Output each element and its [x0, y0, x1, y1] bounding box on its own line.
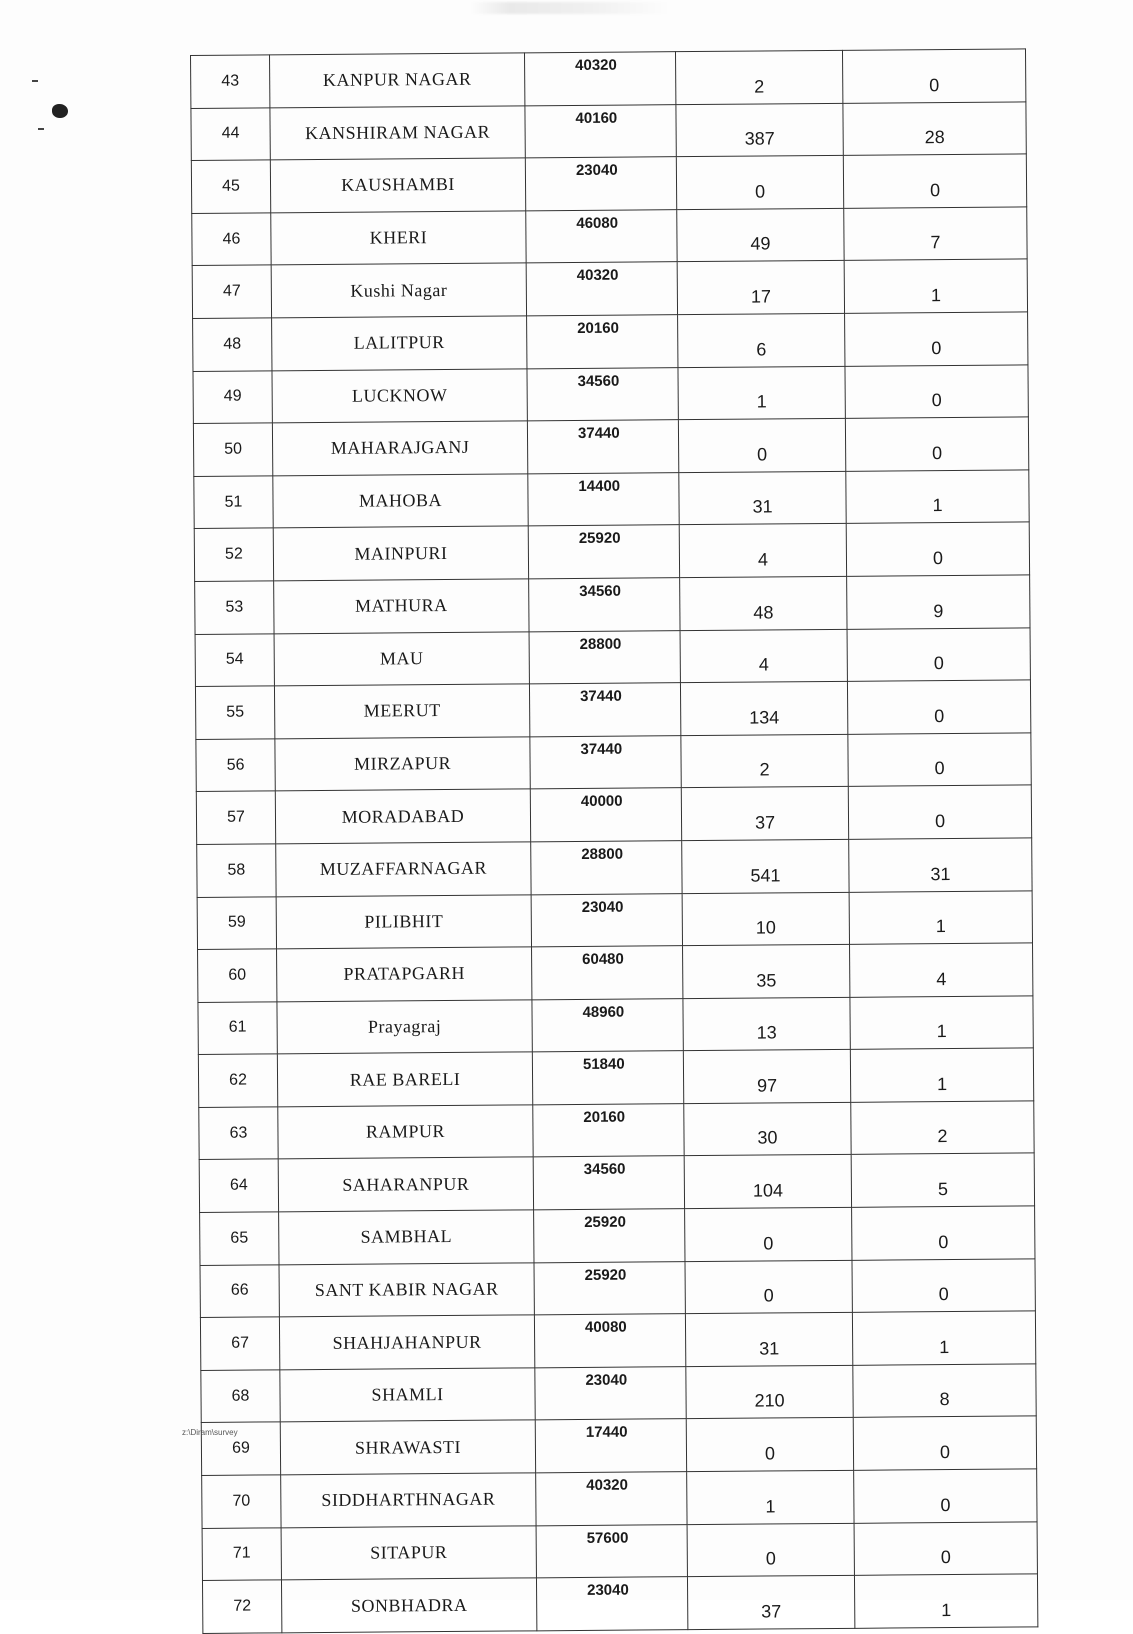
- count-cell-3: [527, 315, 678, 369]
- count-cell-3: [536, 1524, 687, 1578]
- count-cell-3-value: 40160: [575, 109, 618, 127]
- serial-number-cell: 50: [193, 423, 272, 476]
- count-cell-5: 0: [847, 627, 1030, 681]
- count-cell-5: 0: [852, 1259, 1035, 1313]
- count-cell-5: 1: [850, 996, 1033, 1050]
- count-cell-4: 541: [682, 839, 849, 893]
- count-cell-3: [536, 1577, 687, 1631]
- count-cell-3-value: 40000: [580, 792, 623, 811]
- district-name-cell: SHAHJAHANPUR: [279, 1315, 534, 1370]
- count-cell-4: 0: [685, 1207, 852, 1261]
- serial-number-cell: 49: [193, 370, 272, 423]
- count-cell-3-value: 57600: [586, 1529, 629, 1547]
- count-cell-5: 1: [849, 890, 1032, 944]
- count-cell-3-value: 23040: [575, 161, 618, 180]
- count-cell-4: 30: [684, 1102, 851, 1156]
- count-cell-4: 48: [680, 576, 847, 630]
- serial-number-cell: 58: [197, 844, 276, 897]
- count-cell-3-value: 23040: [587, 1581, 629, 1600]
- table-row: [193, 312, 1028, 371]
- table-row: [198, 943, 1033, 1002]
- serial-number-cell: 61: [198, 1002, 277, 1055]
- district-name-cell: MIRZAPUR: [275, 737, 530, 792]
- district-name-cell: MEERUT: [274, 684, 529, 739]
- count-cell-5: 9: [847, 575, 1030, 629]
- serial-number-cell: 53: [195, 581, 274, 634]
- serial-number-cell: 72: [202, 1580, 281, 1633]
- scan-artifact: [470, 2, 670, 14]
- scan-speck: [38, 128, 44, 130]
- table-row: [196, 733, 1031, 792]
- count-cell-3: [525, 104, 676, 158]
- count-cell-3: [529, 630, 680, 684]
- count-cell-3-value: 37440: [579, 687, 622, 706]
- count-cell-4: 0: [685, 1260, 852, 1314]
- count-cell-3-value: 25920: [584, 1266, 627, 1284]
- count-cell-3: [527, 367, 678, 421]
- count-cell-5: 5: [851, 1153, 1034, 1207]
- footer-file-path: z:\Diram\survey: [182, 1428, 238, 1437]
- count-cell-3: [529, 683, 680, 737]
- district-name-cell: PILIBHIT: [276, 894, 531, 949]
- table-row: [195, 680, 1030, 739]
- serial-number-cell: 47: [192, 265, 271, 318]
- count-cell-5: 0: [845, 312, 1028, 366]
- count-cell-4: 1: [678, 366, 845, 420]
- count-cell-3: [525, 157, 676, 211]
- table-row: [196, 785, 1031, 844]
- district-name-cell: SIDDHARTHNAGAR: [281, 1473, 536, 1528]
- district-name-cell: SHAMLI: [280, 1368, 535, 1423]
- count-cell-3: [534, 1209, 685, 1263]
- count-cell-5: 0: [853, 1416, 1036, 1470]
- table-row: [202, 1522, 1037, 1581]
- district-name-cell: LUCKNOW: [272, 368, 527, 423]
- count-cell-3-value: 28800: [579, 635, 622, 653]
- serial-number-cell: 46: [192, 213, 271, 266]
- count-cell-4: 17: [677, 261, 844, 315]
- count-cell-3-value: 37440: [577, 424, 620, 443]
- serial-number-cell: 69: [201, 1422, 280, 1475]
- count-cell-4: 35: [683, 944, 850, 998]
- count-cell-3-value: 37440: [580, 740, 623, 758]
- count-cell-3: [530, 788, 681, 842]
- count-cell-3: [524, 52, 675, 106]
- count-cell-5: 0: [843, 154, 1026, 208]
- serial-number-cell: 70: [202, 1475, 281, 1528]
- count-cell-3: [530, 735, 681, 789]
- district-name-cell: SANT KABIR NAGAR: [279, 1262, 534, 1317]
- table-row: [200, 1259, 1035, 1318]
- district-name-cell: LALITPUR: [272, 316, 527, 371]
- count-cell-3-value: 20160: [577, 319, 619, 337]
- count-cell-5: 0: [847, 680, 1030, 734]
- table-row: [197, 890, 1032, 949]
- count-cell-3: [529, 578, 680, 632]
- table-row: [200, 1206, 1035, 1265]
- table-row: [199, 1153, 1034, 1212]
- scan-speck: [32, 80, 38, 82]
- count-cell-5: 7: [844, 207, 1027, 261]
- count-cell-5: 4: [850, 943, 1033, 997]
- district-name-cell: SONBHADRA: [281, 1578, 536, 1633]
- serial-number-cell: 63: [199, 1107, 278, 1160]
- table-row: [192, 259, 1027, 318]
- district-name-cell: SAHARANPUR: [278, 1157, 533, 1212]
- count-cell-4: 49: [677, 208, 844, 262]
- count-cell-4: 0: [687, 1523, 854, 1577]
- district-name-cell: Kushi Nagar: [271, 263, 526, 318]
- count-cell-5: 0: [848, 785, 1031, 839]
- count-cell-3-value: 23040: [585, 1371, 628, 1389]
- table-row: [197, 838, 1032, 897]
- count-cell-4: 1: [687, 1470, 854, 1524]
- count-cell-4: 6: [678, 313, 845, 367]
- count-cell-4: 13: [683, 997, 850, 1051]
- count-cell-5: 0: [852, 1206, 1035, 1260]
- count-cell-5: 0: [854, 1469, 1037, 1523]
- count-cell-3-value: 48960: [582, 1003, 625, 1021]
- count-cell-3-value: 46080: [576, 214, 619, 232]
- count-cell-3: [535, 1366, 686, 1420]
- count-cell-4: 4: [679, 524, 846, 578]
- count-cell-4: 4: [680, 629, 847, 683]
- district-name-cell: PRATAPGARH: [277, 947, 532, 1002]
- count-cell-3-value: 28800: [581, 845, 624, 863]
- count-cell-4: 0: [678, 419, 845, 473]
- serial-number-cell: 44: [191, 107, 270, 160]
- serial-number-cell: 54: [195, 633, 274, 686]
- count-cell-4: 37: [687, 1576, 854, 1630]
- count-cell-5: 0: [848, 733, 1031, 787]
- count-cell-3: [533, 1104, 684, 1158]
- count-cell-5: 1: [844, 259, 1027, 313]
- district-name-cell: KANSHIRAM NAGAR: [270, 105, 525, 160]
- count-cell-5: 0: [854, 1522, 1037, 1576]
- count-cell-4: 0: [676, 156, 843, 210]
- count-cell-5: 0: [842, 49, 1025, 103]
- count-cell-3: [534, 1314, 685, 1368]
- serial-number-cell: 67: [200, 1317, 279, 1370]
- serial-number-cell: 52: [194, 528, 273, 581]
- serial-number-cell: 48: [193, 318, 272, 371]
- count-cell-3-value: 34560: [583, 1161, 626, 1179]
- count-cell-3: [526, 209, 677, 263]
- count-cell-3-value: 25920: [584, 1213, 626, 1232]
- punch-hole-mark: [52, 104, 68, 118]
- count-cell-3-value: 14400: [578, 477, 621, 495]
- district-name-cell: Prayagraj: [277, 1000, 532, 1055]
- district-table-body: [191, 49, 1038, 1633]
- count-cell-3-value: 17440: [585, 1424, 628, 1442]
- count-cell-3-value: 40320: [576, 267, 619, 285]
- table-row: [191, 102, 1026, 161]
- count-cell-5: 1: [852, 1311, 1035, 1365]
- count-cell-3-value: 60480: [582, 950, 624, 969]
- district-table-wrapper: [190, 48, 1037, 1633]
- count-cell-3: [531, 893, 682, 947]
- count-cell-3-value: 20160: [583, 1108, 626, 1126]
- count-cell-5: 8: [853, 1364, 1036, 1418]
- count-cell-3-value: 40080: [584, 1318, 627, 1337]
- count-cell-3-value: 23040: [581, 898, 624, 916]
- serial-number-cell: 65: [200, 1212, 279, 1265]
- serial-number-cell: 59: [197, 896, 276, 949]
- serial-number-cell: 64: [199, 1159, 278, 1212]
- district-name-cell: SITAPUR: [281, 1525, 536, 1580]
- count-cell-4: 0: [686, 1418, 853, 1472]
- count-cell-4: 97: [683, 1050, 850, 1104]
- table-row: [193, 364, 1028, 423]
- table-row: [201, 1416, 1036, 1475]
- table-row: [200, 1311, 1035, 1370]
- table-row: [202, 1574, 1037, 1633]
- serial-number-cell: 60: [198, 949, 277, 1002]
- count-cell-5: 0: [846, 522, 1029, 576]
- district-name-cell: MAINPURI: [273, 526, 528, 581]
- table-row: [194, 470, 1029, 529]
- table-row: [191, 154, 1026, 213]
- serial-number-cell: 68: [201, 1370, 280, 1423]
- count-cell-4: 387: [676, 103, 843, 157]
- count-cell-3: [531, 841, 682, 895]
- table-row: [201, 1364, 1036, 1423]
- count-cell-3: [533, 1156, 684, 1210]
- count-cell-3-value: 34560: [579, 582, 622, 600]
- count-cell-4: 31: [679, 471, 846, 525]
- count-cell-5: 1: [850, 1048, 1033, 1102]
- count-cell-5: 28: [843, 102, 1026, 156]
- district-name-cell: KHERI: [271, 211, 526, 266]
- district-name-cell: RAE BARELI: [277, 1052, 532, 1107]
- count-cell-3: [532, 998, 683, 1052]
- table-row: [195, 575, 1030, 634]
- district-name-cell: MUZAFFARNAGAR: [276, 842, 531, 897]
- count-cell-5: 2: [851, 1101, 1034, 1155]
- count-cell-4: 10: [682, 892, 849, 946]
- count-cell-5: 1: [854, 1574, 1037, 1628]
- count-cell-3: [528, 525, 679, 579]
- count-cell-3: [532, 1051, 683, 1105]
- serial-number-cell: 43: [191, 55, 270, 108]
- table-row: [198, 996, 1033, 1055]
- count-cell-5: 1: [846, 470, 1029, 524]
- district-name-cell: MAU: [274, 631, 529, 686]
- serial-number-cell: 45: [191, 160, 270, 213]
- count-cell-3: [534, 1261, 685, 1315]
- district-name-cell: MAHARAJGANJ: [272, 421, 527, 476]
- district-name-cell: MATHURA: [274, 579, 529, 634]
- count-cell-3-value: 34560: [577, 372, 620, 390]
- serial-number-cell: 66: [200, 1264, 279, 1317]
- count-cell-3: [527, 420, 678, 474]
- table-row: [199, 1101, 1034, 1160]
- district-name-cell: MORADABAD: [275, 789, 530, 844]
- table-row: [194, 522, 1029, 581]
- district-name-cell: KANPUR NAGAR: [270, 53, 525, 108]
- table-row: [198, 1048, 1033, 1107]
- district-table: [190, 48, 1038, 1633]
- count-cell-4: 210: [686, 1365, 853, 1419]
- district-name-cell: SHRAWASTI: [280, 1420, 535, 1475]
- district-name-cell: MAHOBA: [273, 474, 528, 529]
- table-row: [193, 417, 1028, 476]
- table-row: [202, 1469, 1037, 1528]
- district-name-cell: KAUSHAMBI: [270, 158, 525, 213]
- serial-number-cell: 57: [196, 791, 275, 844]
- count-cell-3: [528, 472, 679, 526]
- table-row: [195, 627, 1030, 686]
- count-cell-3: [536, 1472, 687, 1526]
- serial-number-cell: 55: [195, 686, 274, 739]
- count-cell-4: 37: [681, 787, 848, 841]
- count-cell-4: 31: [685, 1313, 852, 1367]
- count-cell-5: 31: [849, 838, 1032, 892]
- count-cell-3: [535, 1419, 686, 1473]
- count-cell-3: [532, 946, 683, 1000]
- serial-number-cell: 56: [196, 739, 275, 792]
- count-cell-4: 104: [684, 1155, 851, 1209]
- serial-number-cell: 71: [202, 1527, 281, 1580]
- count-cell-3-value: 51840: [582, 1055, 625, 1074]
- count-cell-3: [526, 262, 677, 316]
- district-name-cell: RAMPUR: [278, 1105, 533, 1160]
- serial-number-cell: 62: [198, 1054, 277, 1107]
- count-cell-5: 0: [845, 364, 1028, 418]
- table-row: [191, 49, 1026, 108]
- count-cell-4: 2: [675, 50, 842, 104]
- count-cell-4: 134: [680, 681, 847, 735]
- district-name-cell: SAMBHAL: [279, 1210, 534, 1265]
- count-cell-3-value: 40320: [575, 56, 617, 74]
- count-cell-4: 2: [681, 734, 848, 788]
- count-cell-3-value: 25920: [578, 529, 621, 548]
- serial-number-cell: 51: [194, 476, 273, 529]
- table-row: [192, 207, 1027, 266]
- count-cell-5: 0: [845, 417, 1028, 471]
- count-cell-3-value: 40320: [586, 1476, 629, 1494]
